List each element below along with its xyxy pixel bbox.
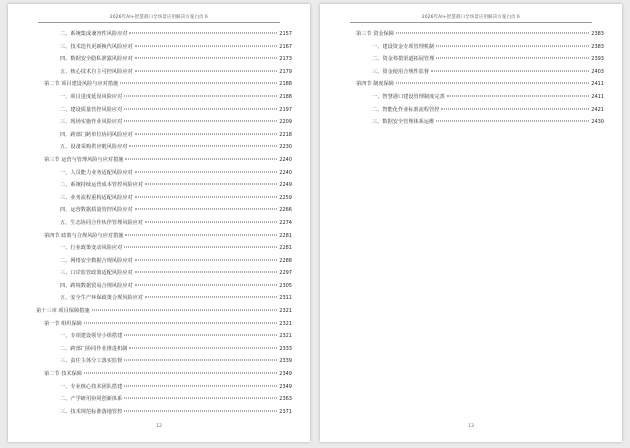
toc-subsection-entry[interactable] <box>44 217 292 230</box>
toc-entry-page: 2311 <box>279 295 292 302</box>
toc-entry-title: 一、行业政策变动风险应对 <box>60 245 123 252</box>
toc-entry-title: 二、产学研用协同创新体系 <box>60 396 123 403</box>
toc-entry-page: 2197 <box>279 106 292 113</box>
right-page <box>320 4 622 442</box>
toc-entry-title: 一、人员能力业务适配风险应对 <box>60 169 133 176</box>
toc-entry-page: 2266 <box>279 207 292 214</box>
toc-section-entry[interactable] <box>44 318 292 331</box>
dot-leader <box>124 385 277 386</box>
toc-subsection-entry[interactable] <box>44 242 292 255</box>
dot-leader <box>135 171 278 172</box>
toc-entry-title: 五、核心技术自主可控风险应对 <box>60 68 133 75</box>
toc-section-entry[interactable] <box>356 28 604 41</box>
dot-leader <box>396 83 589 84</box>
toc-entry-page: 2240 <box>279 156 292 163</box>
toc-entry-title: 四、跨部门跨单位协同风险应对 <box>60 131 133 138</box>
dot-leader <box>135 272 278 273</box>
dot-leader <box>124 398 277 399</box>
toc-entry-page: 2383 <box>591 43 604 50</box>
toc-entry-page: 2321 <box>279 333 292 340</box>
toc-subsection-entry[interactable] <box>44 104 292 117</box>
dot-leader <box>431 70 589 71</box>
dot-leader <box>124 247 277 248</box>
toc-entry-title: 四、运营数据质量管控风险应对 <box>60 207 133 214</box>
left-page <box>8 4 310 442</box>
toc-subsection-entry[interactable] <box>356 41 604 54</box>
toc-entry-title: 五、生态协同合作伙伴管理风险应对 <box>60 219 144 226</box>
toc-entry-page: 2371 <box>279 408 292 415</box>
toc-entry-title: 三、现场实施作业风险应对 <box>60 119 123 126</box>
dot-leader <box>129 347 277 348</box>
toc-entry-title: 第十三章 项目保障措施 <box>36 308 90 315</box>
page-number: 13 <box>468 424 474 429</box>
toc-section-entry[interactable] <box>44 154 292 167</box>
toc-entry-title: 一、项目进度延误风险应对 <box>60 93 123 100</box>
toc-entry-page: 2321 <box>279 308 292 315</box>
toc-entry-title: 第三节 运营与管理风险与应对措施 <box>44 156 124 163</box>
toc-subsection-entry[interactable] <box>356 116 604 129</box>
dot-leader <box>135 196 278 197</box>
toc-entry-page: 2259 <box>279 194 292 201</box>
running-header: 2026年AI+智慧港口全场景应用解决方案白皮书 <box>109 15 209 20</box>
toc-entry-title: 一、专项建设领导小组搭建 <box>60 333 123 340</box>
toc-entry-title: 第二节 技术保障 <box>44 371 82 378</box>
toc-entry-title: 四、数据安全隐私泄露风险应对 <box>60 56 133 63</box>
toc-entry-title: 二、跨部门协同作业推进机制 <box>60 345 128 352</box>
header-rule <box>350 22 592 23</box>
toc-subsection-entry[interactable] <box>356 91 604 104</box>
toc-subsection-entry[interactable] <box>44 192 292 205</box>
toc-entry-page: 2321 <box>279 320 292 327</box>
toc-subsection-entry[interactable] <box>44 255 292 268</box>
toc-subsection-entry[interactable] <box>44 129 292 142</box>
dot-leader <box>135 70 278 71</box>
toc-entry-page: 2305 <box>279 282 292 289</box>
toc-entry-page: 2179 <box>279 68 292 75</box>
toc-subsection-entry[interactable] <box>44 355 292 368</box>
toc-subsection-entry[interactable] <box>44 406 292 419</box>
toc-entry-page: 2188 <box>279 93 292 100</box>
toc-entry-page: 2421 <box>591 106 604 113</box>
toc-entry-title: 五、设备采购供应链风险应对 <box>60 144 128 151</box>
toc-entry-title: 第三节 资金保障 <box>356 31 394 37</box>
dot-leader <box>436 45 589 46</box>
toc-entry-title: 二、智能化作业标准流程管控 <box>372 106 440 113</box>
toc-entry-page: 2411 <box>591 81 604 88</box>
dot-leader <box>145 221 277 222</box>
toc-entry-title: 三、责任主体分工落实监督 <box>60 358 123 365</box>
dot-leader <box>84 373 277 374</box>
toc-entry-title: 二、资金筹措渠道拓展管理 <box>372 56 435 63</box>
toc-entry-title: 一、专业核心技术团队搭建 <box>60 383 123 390</box>
toc-entry-page: 2274 <box>279 219 292 226</box>
dot-leader <box>396 33 589 34</box>
dot-leader <box>124 95 277 96</box>
toc-entry-page: 2363 <box>279 396 292 403</box>
toc-entry-page: 2288 <box>279 257 292 264</box>
header-rule <box>38 22 280 23</box>
toc-section-entry[interactable] <box>44 78 292 91</box>
toc-subsection-entry[interactable] <box>44 28 292 41</box>
toc-entry-page: 2333 <box>279 345 292 352</box>
toc-entry-page: 2209 <box>279 119 292 126</box>
toc-entry-page: 2157 <box>279 31 292 37</box>
toc-entry-page: 2430 <box>591 119 604 126</box>
toc-subsection-entry[interactable] <box>44 179 292 192</box>
toc-subsection-entry[interactable] <box>44 393 292 406</box>
toc-entry-title: 三、口岸监管政策适配风险应对 <box>60 270 133 277</box>
toc-entry-title: 四、跨境数据贸易合规风险应对 <box>60 282 133 289</box>
toc-subsection-entry[interactable] <box>44 204 292 217</box>
toc-entry-page: 2339 <box>279 358 292 365</box>
toc-subsection-entry[interactable] <box>44 41 292 54</box>
dot-leader <box>436 58 589 59</box>
dot-leader <box>145 297 277 298</box>
toc-entry-title: 第二节 项目建设风险与应对措施 <box>44 81 119 88</box>
toc-entry-page: 2188 <box>279 81 292 88</box>
toc-entry-title: 三、资金使用合规性监督 <box>372 68 430 75</box>
dot-leader <box>124 108 277 109</box>
toc-entry-page: 2167 <box>279 43 292 50</box>
dot-leader <box>135 284 278 285</box>
toc-entry-title: 二、建设质量管控风险应对 <box>60 106 123 113</box>
dot-leader <box>441 108 589 109</box>
toc-entry-page: 2230 <box>279 144 292 151</box>
toc-subsection-entry[interactable] <box>44 141 292 154</box>
toc-subsection-entry[interactable] <box>356 53 604 66</box>
toc-entry-title: 一、建设资金专项管理机制 <box>372 43 435 50</box>
toc-section-entry[interactable] <box>356 78 604 91</box>
toc-entry-title: 二、系统持续运营成本管控风险应对 <box>60 182 144 189</box>
dot-leader <box>436 121 589 122</box>
dot-leader <box>135 209 278 210</box>
toc-subsection-entry[interactable] <box>44 91 292 104</box>
toc-entry-page: 2393 <box>591 56 604 63</box>
toc-entry-page: 2281 <box>279 245 292 252</box>
toc-subsection-entry[interactable] <box>44 116 292 129</box>
table-of-contents <box>356 28 604 129</box>
dot-leader <box>84 322 277 323</box>
dot-leader <box>135 133 278 134</box>
toc-subsection-entry[interactable] <box>44 280 292 293</box>
toc-entry-title: 二、网络安全数据合规风险应对 <box>60 257 133 264</box>
toc-subsection-entry[interactable] <box>356 66 604 79</box>
toc-subsection-entry[interactable] <box>44 292 292 305</box>
toc-entry-title: 五、安全生产环保政策合规风险应对 <box>60 295 144 302</box>
toc-entry-title: 第四节 政策与合规风险与应对措施 <box>44 232 124 239</box>
toc-entry-page: 2297 <box>279 270 292 277</box>
toc-subsection-entry[interactable] <box>44 343 292 356</box>
dot-leader <box>129 146 277 147</box>
dot-leader <box>145 184 277 185</box>
toc-entry-page: 2249 <box>279 182 292 189</box>
toc-subsection-entry[interactable] <box>44 53 292 66</box>
dot-leader <box>135 45 278 46</box>
toc-subsection-entry[interactable] <box>44 66 292 79</box>
toc-entry-title: 一、智慧港口建设管理制度完善 <box>372 93 445 100</box>
dot-leader <box>124 410 277 411</box>
toc-entry-page: 2383 <box>591 31 604 37</box>
table-of-contents <box>36 28 292 418</box>
toc-entry-title: 三、技术规范标准落地管控 <box>60 408 123 415</box>
dot-leader <box>124 360 277 361</box>
toc-subsection-entry[interactable] <box>356 104 604 117</box>
dot-leader <box>125 234 277 235</box>
toc-entry-page: 2281 <box>279 232 292 239</box>
toc-subsection-entry[interactable] <box>44 381 292 394</box>
page-number: 12 <box>156 424 162 429</box>
toc-entry-page: 2349 <box>279 371 292 378</box>
toc-chapter-entry[interactable] <box>36 305 292 318</box>
toc-entry-page: 2349 <box>279 383 292 390</box>
toc-entry-page: 2218 <box>279 131 292 138</box>
toc-entry-title: 三、技术迭代更新换代风险应对 <box>60 43 133 50</box>
toc-entry-title: 三、数据安全管理体系运维 <box>372 119 435 126</box>
toc-entry-title: 第四节 制度保障 <box>356 81 394 88</box>
dot-leader <box>447 95 590 96</box>
toc-section-entry[interactable] <box>44 230 292 243</box>
toc-entry-page: 2240 <box>279 169 292 176</box>
toc-entry-title: 二、系统集成兼容性风险应对 <box>60 31 128 37</box>
toc-entry-page: 2403 <box>591 68 604 75</box>
dot-leader <box>120 83 277 84</box>
toc-section-entry[interactable] <box>44 368 292 381</box>
dot-leader <box>125 158 277 159</box>
dot-leader <box>135 58 278 59</box>
toc-entry-page: 2411 <box>591 93 604 100</box>
toc-subsection-entry[interactable] <box>44 267 292 280</box>
toc-entry-title: 三、业务流程重构适配风险应对 <box>60 194 133 201</box>
toc-entry-title: 第一节 组织保障 <box>44 320 82 327</box>
running-header: 2026年AI+智慧港口全场景应用解决方案白皮书 <box>421 15 521 20</box>
dot-leader <box>135 259 278 260</box>
toc-subsection-entry[interactable] <box>44 330 292 343</box>
dot-leader <box>92 310 278 311</box>
toc-subsection-entry[interactable] <box>44 167 292 180</box>
toc-entry-page: 2173 <box>279 56 292 63</box>
dot-leader <box>124 335 277 336</box>
dot-leader <box>124 121 277 122</box>
dot-leader <box>129 33 277 34</box>
